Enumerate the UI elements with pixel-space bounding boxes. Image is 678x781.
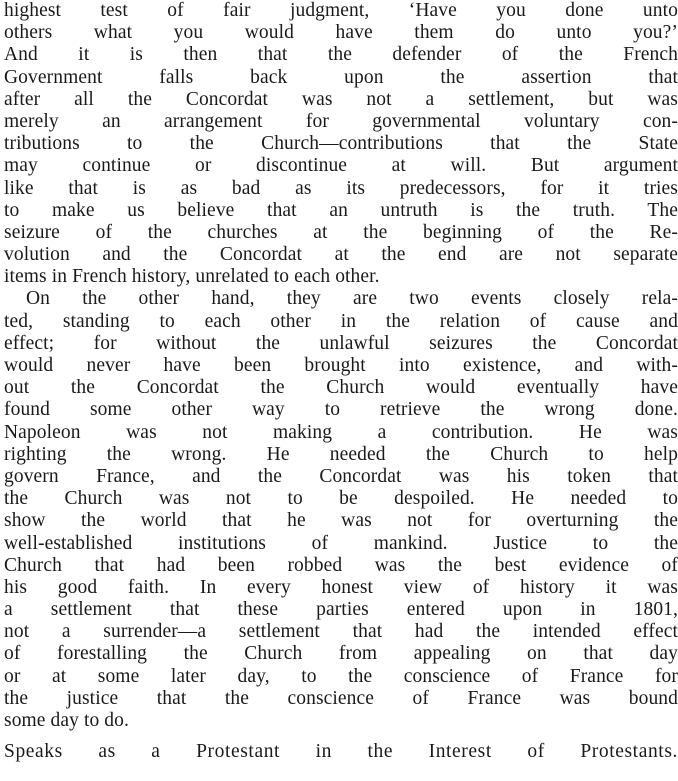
text-line: the Church was not to be despoiled. He needed to xyxy=(4,488,678,510)
text-line: highest test of fair judgment, ‘Have you done unto xyxy=(4,0,678,21)
text-line: like that is as bad as its predecessors, for it tries xyxy=(4,177,678,199)
subheading xyxy=(4,741,678,763)
text-line: not a surrender—a settlement that had the intended effect xyxy=(4,621,678,643)
text-line: seizure of the churches at the beginning of the Re- xyxy=(4,221,678,243)
text-line: after all the Concordat was not a settlement, but was xyxy=(4,88,678,110)
text-line: govern France, and the Concordat was his token that xyxy=(4,465,678,487)
text-line: his good faith. In every honest view of history it was xyxy=(4,576,678,598)
text-line: well-established institutions of mankind. Justice to the xyxy=(4,532,678,554)
subheading-text: Speaks as a Protestant in the Interest of Protestants. xyxy=(4,741,678,763)
text-line: show the world that he was not for overturning the xyxy=(4,510,678,532)
text-line: Napoleon was not making a contribution. He was xyxy=(4,421,678,443)
text-line: of forestalling the Church from appealing on that day xyxy=(4,643,678,665)
text-line: ted, standing to each other in the relation of cause and xyxy=(4,310,678,332)
text-line: effect; for without the unlawful seizures the Concordat xyxy=(4,332,678,354)
text-line: may continue or discontinue at will. But argument xyxy=(4,155,678,177)
text-line: the justice that the conscience of France was bound xyxy=(4,687,678,709)
paragraph-1 xyxy=(4,0,678,288)
text-line: righting the wrong. He needed the Church to help xyxy=(4,443,678,465)
text-line: to make us believe that an untruth is the truth. The xyxy=(4,199,678,221)
text-line: Government falls back upon the assertion that xyxy=(4,66,678,88)
text-line: would never have been brought into existence, and with- xyxy=(4,355,678,376)
text-line: merely an arrangement for governmental voluntary con- xyxy=(4,110,678,132)
article-page xyxy=(4,0,678,763)
text-line: volution and the Concordat at the end are not separate xyxy=(4,244,678,266)
text-line: On the other hand, they are two events closely rela- xyxy=(26,288,678,310)
text-line: or at some later day, to the conscience of France for xyxy=(4,665,678,687)
text-line: others what you would have them do unto you?’ xyxy=(4,22,678,44)
text-line: items in French history, unrelated to each other. xyxy=(4,266,380,288)
paragraph-2 xyxy=(4,288,678,732)
text-line: out the Concordat the Church would eventually have xyxy=(4,377,678,399)
text-line: a settlement that these parties entered upon in 1801, xyxy=(4,599,678,621)
text-line: And it is then that the defender of the French xyxy=(4,44,678,66)
text-line: found some other way to retrieve the wrong done. xyxy=(4,399,678,421)
text-line: Church that had been robbed was the best evidence of xyxy=(4,554,678,576)
text-line: tributions to the Church—contributions that the State xyxy=(4,133,678,155)
text-line: some day to do. xyxy=(4,710,129,731)
